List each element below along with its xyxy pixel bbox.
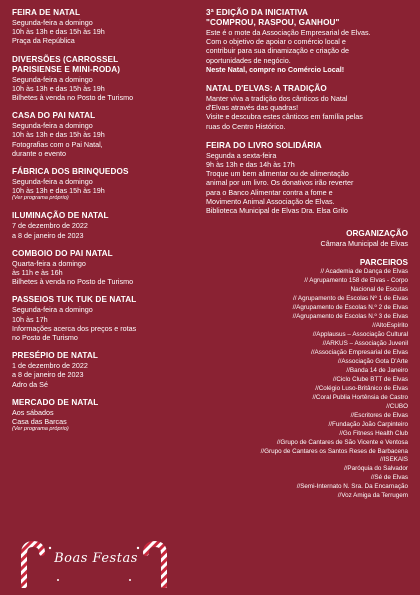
organization-name: Câmara Municipal de Elvas [320,239,408,249]
organization-title: ORGANIZAÇÃO [346,229,408,239]
initiative-title: 3ª EDIÇÃO DA INICIATIVA [206,8,309,17]
partner-item: //Ciclo Clube BTT de Elvas [332,375,408,383]
partner-item: //Applausus – Associação Cultural [312,331,408,339]
event-line: Segunda-feira a domingo [12,121,93,131]
initiative-subtitle: "COMPROU, RASPOU, GANHOU" [206,18,340,27]
tradition-line: d'Elvas através das quadras! [206,103,299,113]
initiative-line: oportunidades de negócio. [206,55,291,65]
logo-text: Boas Festas [54,551,138,566]
event-mercado [12,398,208,433]
initiative-block [206,8,408,74]
partner-item: //Colégio Luso-Britânico de Elvas [315,384,408,392]
event-tuk-tuk [12,295,208,342]
event-line: 10h às 13h e das 15h às 19h [12,83,105,93]
event-title: ILUMINAÇÃO DE NATAL [12,211,109,221]
event-line: Aos sábados [12,407,54,417]
partner-item: //ARKUS – Associação Juvenil [322,340,408,348]
event-feira-natal [12,8,208,46]
event-line: 10h às 13h e das 15h às 19h [12,27,105,37]
book-fair-line: para o Banco Alimentar contra a fome e [206,187,333,197]
event-line: 10h às 13h e das 15h às 19h [12,186,105,196]
event-line: a 8 de janeiro de 2023 [12,370,84,380]
event-title: MERCADO DE NATAL [12,397,99,407]
events-column-right [206,8,408,501]
partner-item: // Academia de Dança de Elvas [320,268,408,276]
partner-item: //Escritores de Elvas [350,411,408,419]
partner-item: //Fundação João Carpinteiro [328,420,408,428]
book-fair-block [206,141,408,215]
initiative-slogan: Neste Natal, compre no Comércio Local! [206,64,345,74]
book-fair-title: FEIRA DO LIVRO SOLIDÁRIA [206,140,322,150]
tradition-line: Manter viva a tradição dos cânticos do Natal [206,94,348,104]
event-line: Fotografias com o Pai Natal, [12,139,103,149]
event-fabrica-brinquedos [12,167,208,202]
event-title: FEIRA DE NATAL [12,8,81,17]
event-comboio [12,249,208,287]
event-title: COMBOIO DO PAI NATAL [12,248,113,258]
events-column-left [12,8,208,442]
event-line: no Posto de Turismo [12,333,78,343]
event-line: durante o evento [12,148,66,158]
event-presepio [12,351,208,389]
partner-item: //Banda 14 de Janeiro [346,366,408,374]
event-line: Adro da Sé [12,379,48,389]
event-diversoes [12,55,208,103]
book-fair-line: Movimento Animal Associação de Elvas. [206,196,335,206]
partner-item: // Agrupamento de Escolas Nº 1 de Elvas [292,295,408,303]
event-line: 1 de dezembro de 2022 [12,361,88,371]
book-fair-line: Biblioteca Municipal de Elvas Dra. Elsa Grilo [206,206,348,216]
event-line: Bilhetes à venda no Posto de Turismo [12,93,134,103]
event-title: DIVERSÕES (CARROSSEL PARISIENSE E MINI-RODA) [12,54,121,74]
partner-item: //Agrupamento de Escolas N.º 3 de Elvas [292,313,408,321]
partner-item: //Grupo de Cantares de São Vicente e Ventosa [276,438,408,446]
initiative-line: Este é o mote da Associação Empresarial de Elvas. [206,28,371,37]
initiative-line: contribuir para sua dinamização e criação de [206,46,350,56]
partners-block [206,257,408,501]
event-line: 7 de dezembro de 2022 [12,221,88,231]
event-iluminacao [12,211,208,239]
partner-item: //CUBO [386,402,408,410]
partner-item: //ISEKAIS [380,456,408,464]
partner-item: //Voz Amiga da Terrugem [337,492,408,500]
event-title: FÁBRICA DOS BRINQUEDOS [12,167,129,177]
tradition-block [206,84,408,131]
tradition-title: NATAL D'ELVAS: A TRADIÇÃO [206,84,327,94]
event-line: 10h às 13h e das 15h às 19h [12,130,105,140]
event-line: Casa das Barcas [12,417,67,427]
event-title: PRESÉPIO DE NATAL [12,351,99,361]
tradition-line: Visite e descubra estes cânticos em família pelas [206,112,363,122]
book-fair-line: 9h às 13h e das 14h às 17h [206,160,295,170]
partner-item: //Coral Publia Hortênsia de Castro [312,393,408,401]
partner-item: //Associação Gota D'Arte [337,357,408,365]
boas-festas-logo [14,540,174,588]
event-casa-pai-natal [12,111,208,158]
partner-item: // Agrupamento 158 de Elvas - Corpo [304,277,408,285]
partner-item: //AltoEspírito [372,322,408,330]
event-line: Quarta-feira a domingo [12,258,86,268]
partner-item: //Agrupamento de Escolas N.º 2 de Elvas [292,304,408,312]
event-title: PASSEIOS TUK TUK DE NATAL [12,295,137,305]
event-note: (Ver programa próprio) [12,195,69,202]
organization-block [206,229,408,248]
book-fair-line: Troque um bem alimentar ou de alimentação [206,169,349,179]
book-fair-line: Segunda a sexta-feira [206,150,277,160]
event-line: Praça da República [12,36,75,46]
partner-item: //Grupo de Cantares os Santos Reses de Barbacena [260,447,408,455]
event-line: Segunda-feira a domingo [12,177,93,187]
partner-item: //Associação Empresarial de Elvas [311,349,408,357]
event-line: às 11h e às 16h [12,268,63,278]
event-line: a 8 de janeiro de 2023 [12,230,84,240]
event-line: Segunda-feira a domingo [12,18,93,27]
partner-item: //Paróquia do Salvador [343,465,408,473]
partner-item: //Sé de Elvas [370,474,408,482]
book-fair-line: animal por um livro. Os donativos irão reverter [206,178,354,188]
partner-item: //Go Fitness Health Club [339,429,408,437]
event-line: Bilhetes à venda no Posto de Turismo [12,277,134,287]
tradition-line: ruas do Centro Histórico. [206,121,286,131]
event-line: 10h às 17h [12,314,48,324]
initiative-line: Com o objetivo de apoiar o comércio local e [206,37,346,47]
event-line: Informações acerca dos preços e rotas [12,323,137,333]
partner-item: //Semi-Internato N. Sra. Da Encarnação [296,483,408,491]
partners-list [206,268,408,501]
partner-item: Nacional de Escutas [350,286,408,294]
event-note: (Ver programa próprio) [12,426,69,433]
event-line: Segunda-feira a domingo [12,305,93,315]
event-line: Segunda-feira a domingo [12,74,93,84]
partners-title: PARCEIROS [359,258,408,268]
event-title: CASA DO PAI NATAL [12,111,96,121]
